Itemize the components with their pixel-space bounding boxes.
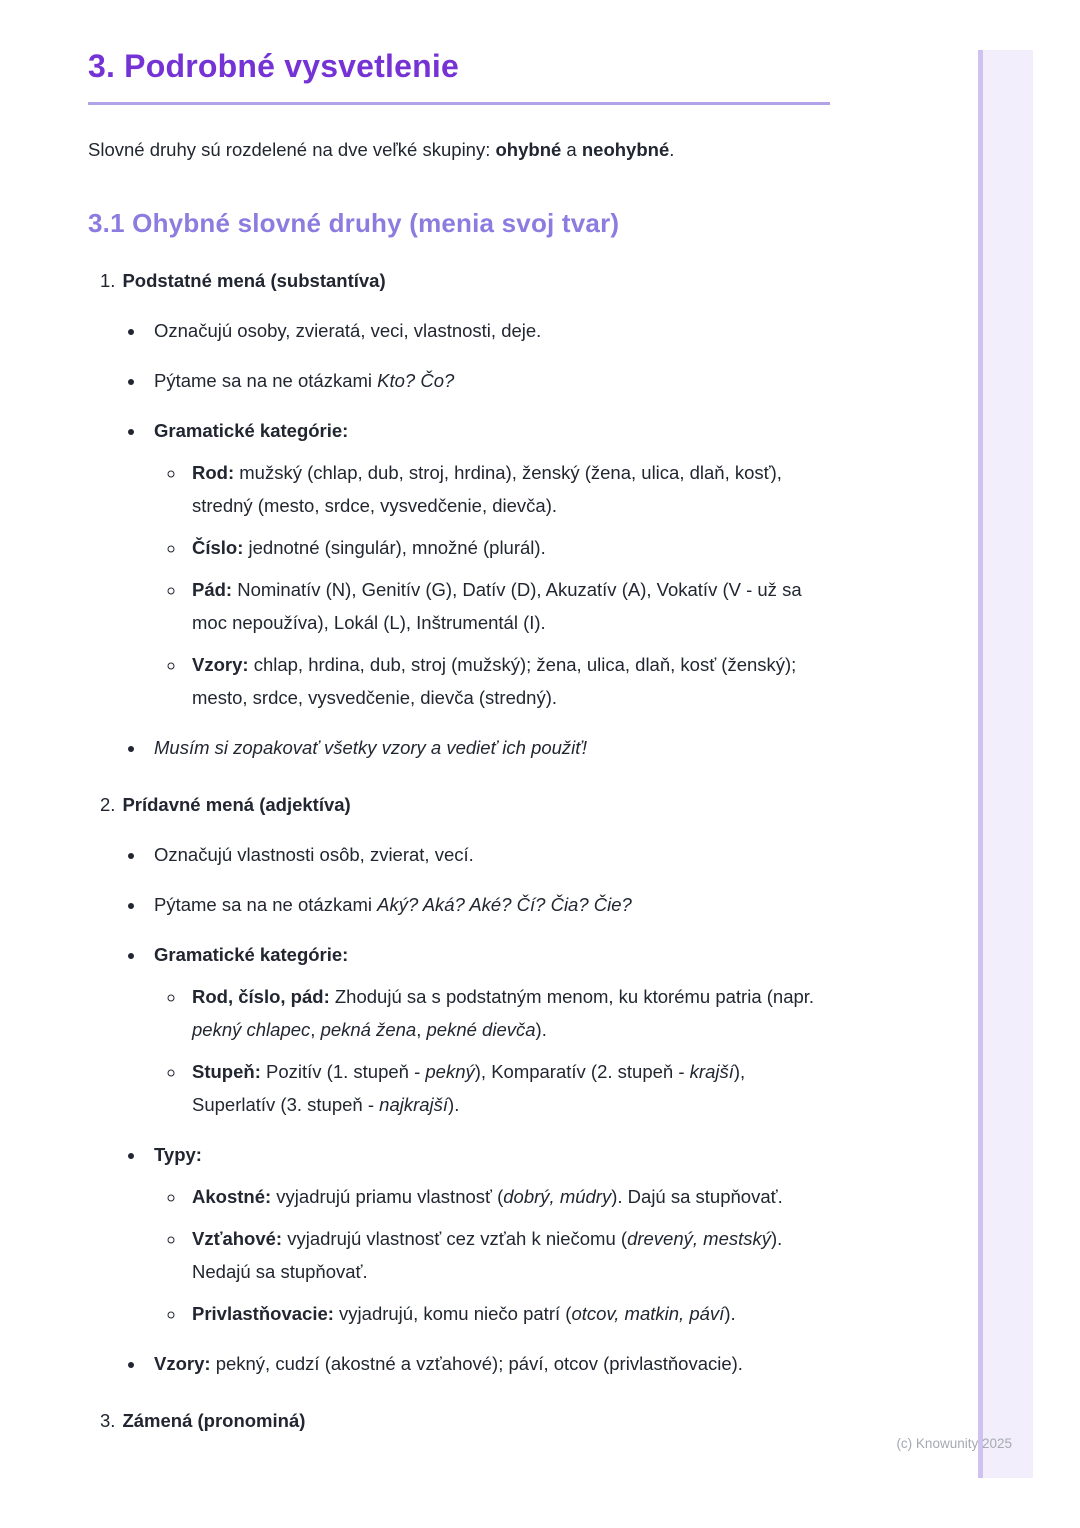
text-run: Typy:: [154, 1143, 202, 1165]
numbered-item: [88, 268, 818, 764]
sub-bullet-item: [186, 456, 818, 522]
text-run: ,: [310, 1018, 321, 1040]
text-run: ).: [535, 1018, 547, 1040]
text-run: ), Komparatív (2. stupeň -: [474, 1060, 690, 1082]
text-run: Gramatické kategórie:: [154, 943, 349, 965]
item-title: Podstatné mená (substantíva): [122, 269, 386, 291]
text-run: drevený, mestský: [627, 1227, 771, 1249]
text-run: Akostné:: [192, 1185, 277, 1207]
text-run: Stupeň:: [192, 1060, 266, 1082]
numbered-item-header: [88, 1408, 818, 1434]
text-run: ohybné: [495, 139, 562, 160]
sub-bullet-item: [186, 531, 818, 564]
bullet-item: [146, 888, 818, 921]
text-run: Rod, číslo, pád:: [192, 985, 335, 1007]
sub-bullet-list: [166, 456, 818, 714]
sub-bullet-item: [186, 648, 818, 714]
text-run: najkrajší: [379, 1093, 449, 1115]
text-run: otcov, matkin, páví: [571, 1302, 725, 1324]
sub-bullet-item: [186, 1055, 818, 1121]
text-run: Pád:: [192, 578, 238, 600]
numbered-item: [88, 792, 818, 1380]
text-run: dobrý, múdry: [503, 1185, 612, 1207]
text-run: ). Nedajú sa stupňovať.: [192, 1227, 783, 1282]
heading-2: 3.1 Ohybné slovné druhy (menia svoj tvar): [88, 208, 620, 238]
text-run: pekný: [425, 1060, 475, 1082]
text-run: Vzory:: [154, 1352, 216, 1374]
text-run: Gramatické kategórie:: [154, 419, 349, 441]
text-run: Zhodujú sa s podstatným menom, ku ktorému patria (napr.: [334, 985, 815, 1007]
text-run: .: [669, 139, 675, 160]
text-run: neohybné: [581, 139, 670, 160]
text-run: pekný chlapec: [192, 1018, 311, 1040]
bullet-item: [146, 1138, 818, 1330]
text-run: Musím si zopakovať všetky vzory a vedieť ich použiť!: [154, 736, 587, 758]
text-run: ), Superlatív (3. stupeň -: [192, 1060, 746, 1115]
text-run: Kto? Čo?: [377, 369, 455, 391]
text-run: Pýtame sa na ne otázkami: [154, 369, 378, 391]
item-number: 2.: [100, 793, 116, 815]
sub-bullet-item: [186, 573, 818, 639]
text-run: Pozitív (1. stupeň -: [266, 1060, 426, 1082]
copyright-footer: [896, 1436, 1012, 1451]
text-run: pekná žena: [320, 1018, 417, 1040]
text-run: krajší: [689, 1060, 734, 1082]
text-run: Privlastňovacie:: [192, 1302, 340, 1324]
document-content: [88, 46, 830, 1462]
text-run: Slovné druhy sú rozdelené na dve veľké skupiny:: [88, 139, 496, 160]
text-run: pekné dievča: [426, 1018, 536, 1040]
item-number: 1.: [100, 269, 116, 291]
sub-bullet-list: [166, 980, 818, 1121]
bullet-list: [124, 314, 818, 764]
text-run: Vzťahové:: [192, 1227, 288, 1249]
sub-bullet-item: [186, 1222, 818, 1288]
copyright-text: (c) Knowunity 2025: [896, 1436, 1012, 1451]
sub-bullet-list: [166, 1180, 818, 1330]
item-title: Zámená (pronominá): [122, 1409, 306, 1431]
bullet-item: [146, 1347, 818, 1380]
text-run: vyjadrujú, komu niečo patrí (: [339, 1302, 572, 1324]
text-run: Označujú vlastnosti osôb, zvierat, vecí.: [154, 843, 474, 865]
text-run: vyjadrujú priamu vlastnosť (: [276, 1185, 504, 1207]
item-number: 3.: [100, 1409, 116, 1431]
text-run: a: [561, 139, 582, 160]
text-run: Označujú osoby, zvieratá, veci, vlastnosti, deje.: [154, 319, 542, 341]
heading-1: 3. Podrobné vysvetlenie: [88, 48, 459, 84]
text-run: Vzory:: [192, 653, 254, 675]
bullet-list: [124, 838, 818, 1380]
text-run: Číslo:: [192, 536, 249, 558]
text-run: jednotné (singulár), množné (plurál).: [248, 536, 546, 558]
bullet-item: [146, 364, 818, 397]
sub-bullet-item: [186, 1180, 818, 1213]
text-run: mužský (chlap, dub, stroj, hrdina), ženský (žena, ulica, dlaň, kosť), stredný (mesto, srdce, vysvedčenie, dievča).: [192, 461, 782, 516]
bullet-item: [146, 314, 818, 347]
bullet-item: [146, 838, 818, 871]
heading-divider: [88, 102, 830, 105]
text-run: ,: [416, 1018, 427, 1040]
bullet-item: [146, 938, 818, 1121]
right-margin-bar: [978, 50, 1033, 1478]
text-run: vyjadrujú vlastnosť cez vzťah k niečomu (: [287, 1227, 628, 1249]
text-run: ).: [724, 1302, 736, 1324]
bullet-item: [146, 414, 818, 714]
text-run: Pýtame sa na ne otázkami: [154, 893, 378, 915]
intro-paragraph: [88, 137, 830, 163]
text-run: Rod:: [192, 461, 240, 483]
text-run: ).: [448, 1093, 460, 1115]
bullet-item: [146, 731, 818, 764]
text-run: chlap, hrdina, dub, stroj (mužský); žena, ulica, dlaň, kosť (ženský); mesto, srdce, vysvedčenie, dievča (stredný).: [192, 653, 797, 708]
text-run: Nominatív (N), Genitív (G), Datív (D), Akuzatív (A), Vokatív (V - už sa moc nepoužíva), Lokál (L), Inštrumentál (I).: [192, 578, 802, 633]
text-run: Aký? Aká? Aké? Čí? Čia? Čie?: [377, 893, 632, 915]
text-run: pekný, cudzí (akostné a vzťahové); páví, otcov (privlastňovacie).: [215, 1352, 743, 1374]
sub-bullet-item: [186, 1297, 818, 1330]
text-run: ). Dajú sa stupňovať.: [611, 1185, 783, 1207]
numbered-item: [88, 1408, 818, 1434]
numbered-item-header: [88, 268, 818, 294]
numbered-list: [88, 268, 818, 1434]
numbered-item-header: [88, 792, 818, 818]
item-title: Prídavné mená (adjektíva): [122, 793, 351, 815]
sub-bullet-item: [186, 980, 818, 1046]
